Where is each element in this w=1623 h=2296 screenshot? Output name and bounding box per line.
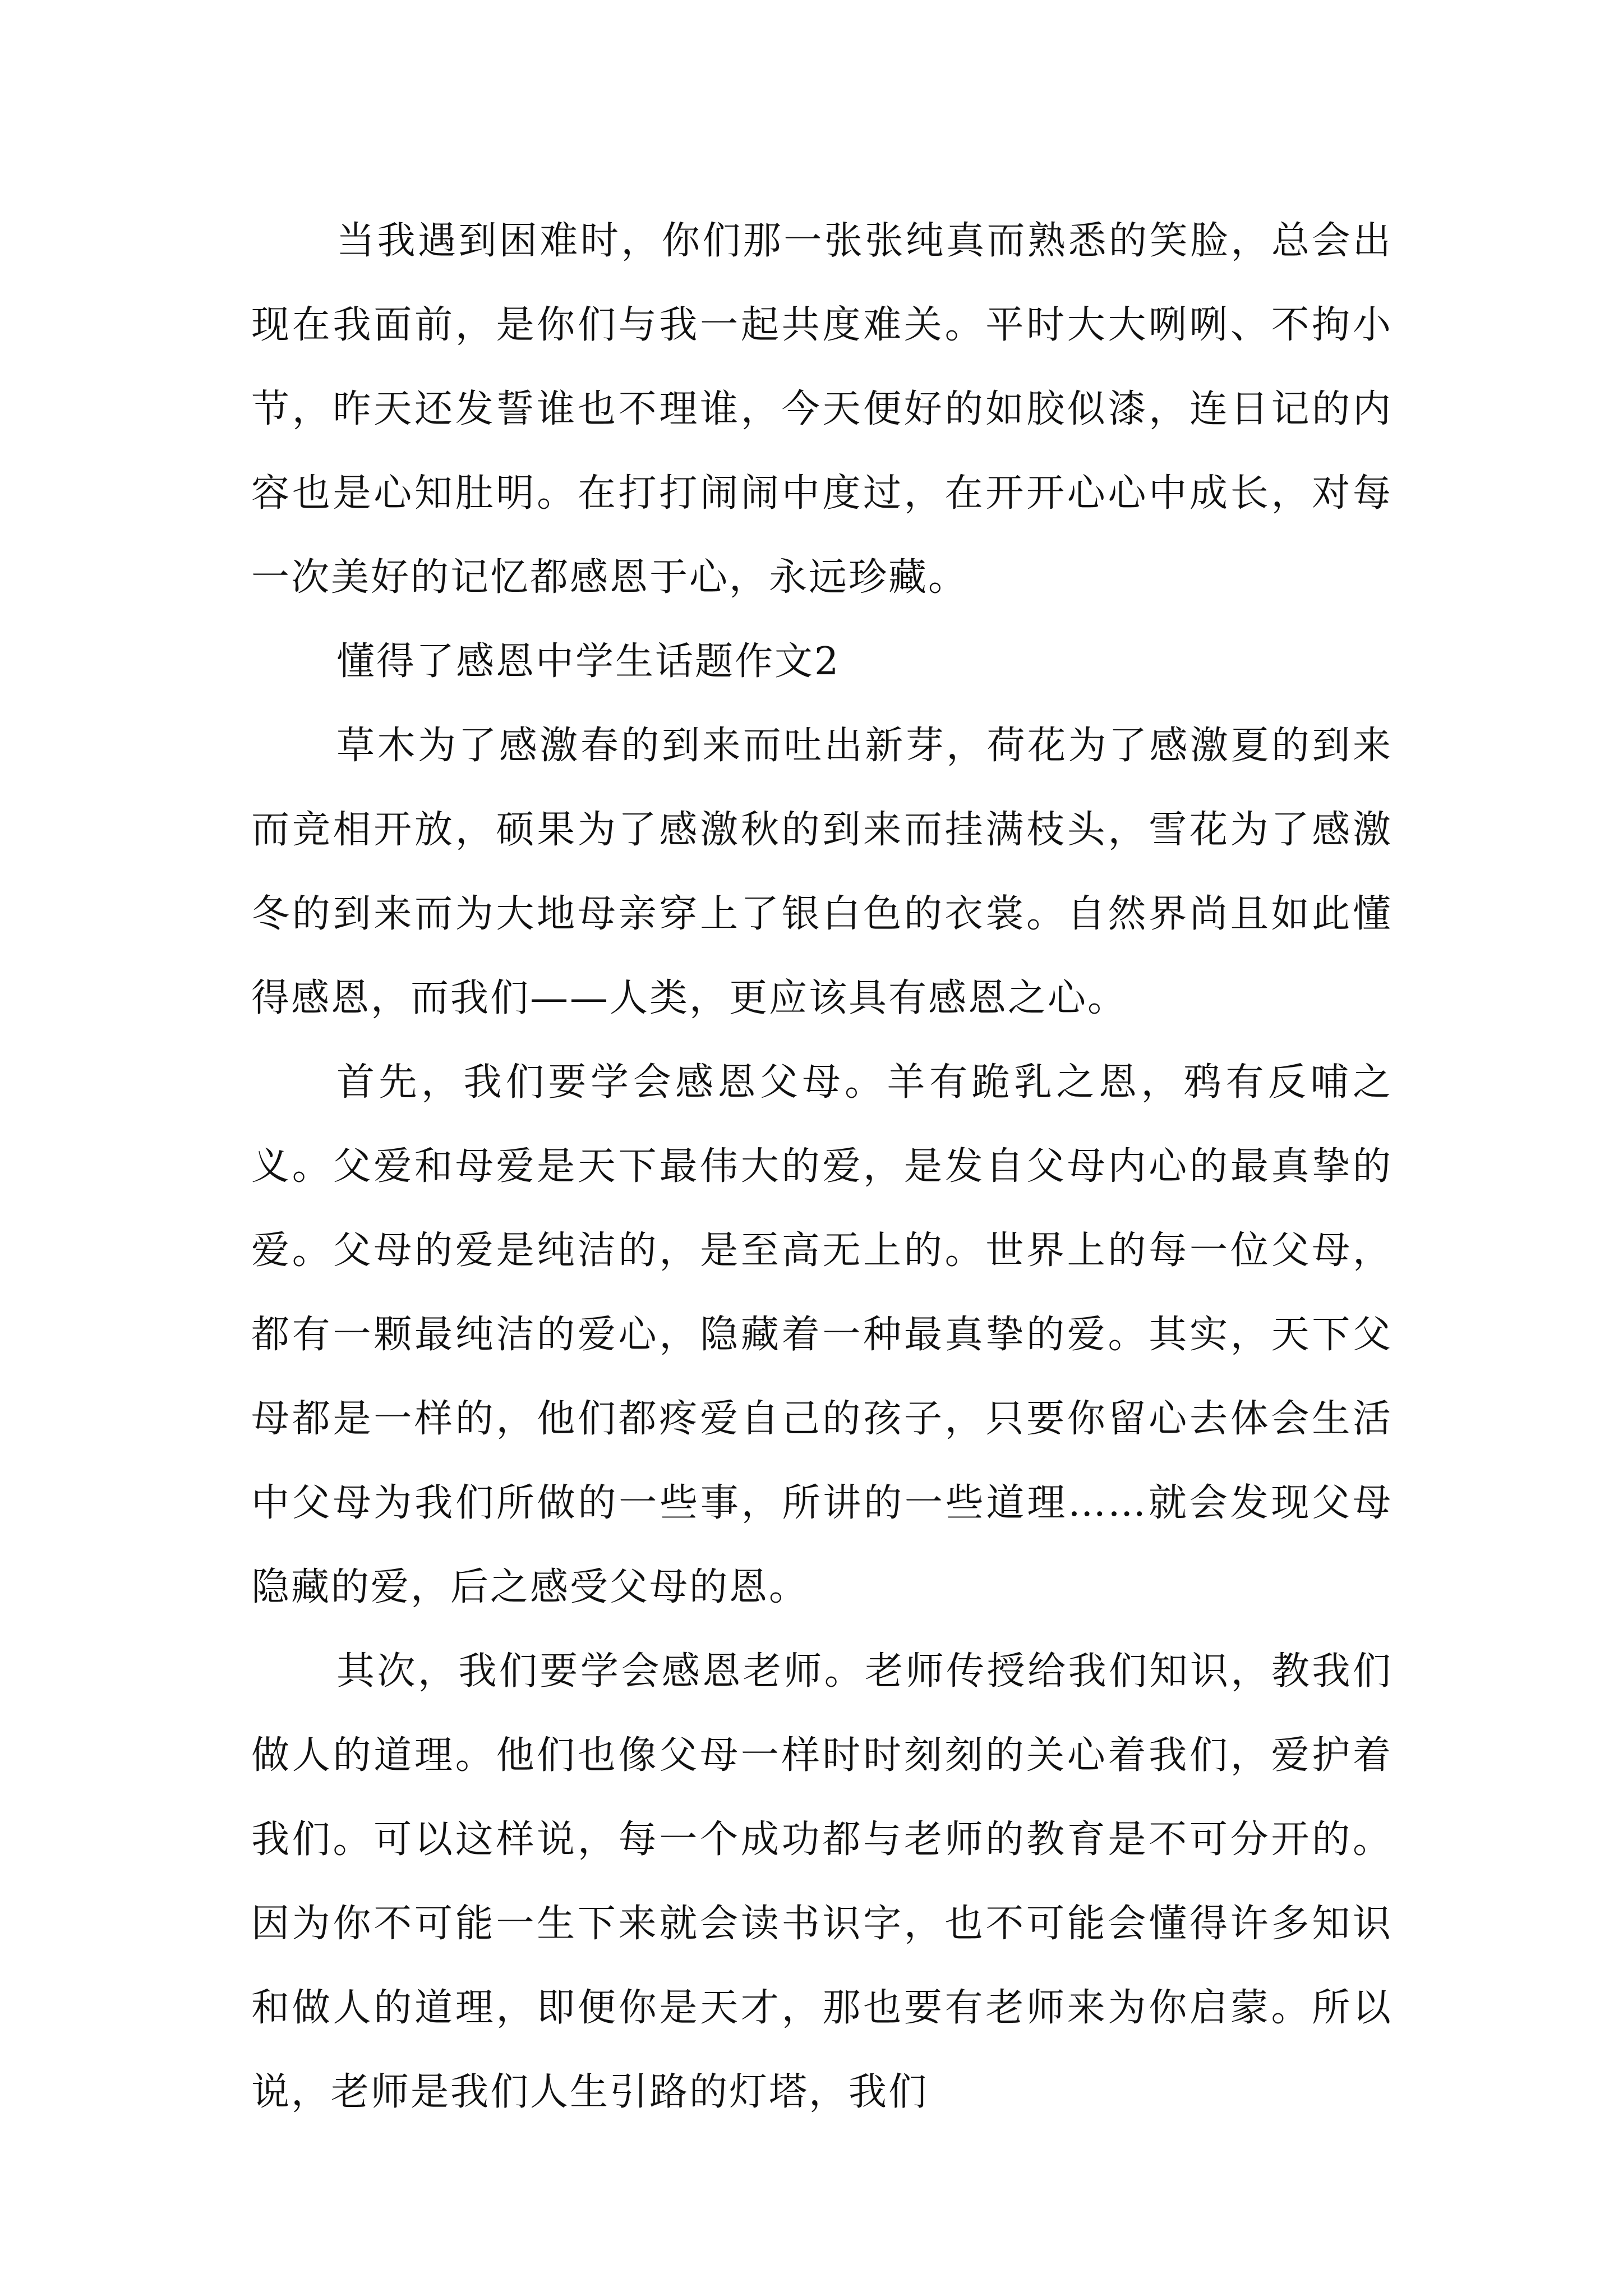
essay-heading: 懂得了感恩中学生话题作文2 <box>336 639 841 684</box>
paragraph-teachers: 其次，我们要学会感恩老师。老师传授给我们知识，教我们做人的道理。他们也像父母一样时时刻刻的关心着我们，爱护着我们。可以这样说，每一个成功都与老师的教育是不可分开的。因为你不可能一生下来就会读书识字，也不可能会懂得许多知识和做人的道理，即便你是天才，那也要有老师来为你启蒙。所以说，老师是我们人生引路的灯塔，我们 <box>251 1649 1393 2114</box>
paragraph-nature-gratitude: 草木为了感激春的到来而吐出新芽，荷花为了感激夏的到来而竞相开放，硕果为了感激秋的到来而挂满枝头，雪花为了感激冬的到来而为大地母亲穿上了银白色的衣裳。自然界尚且如此懂得感恩，而我们——人类，更应该具有感恩之心。 <box>251 724 1393 1020</box>
paragraph-friendship: 当我遇到困难时，你们那一张张纯真而熟悉的笑脸，总会出现在我面前，是你们与我一起共度难关。平时大大咧咧、不拘小节，昨天还发誓谁也不理谁，今天便好的如胶似漆，连日记的内容也是心知肚明。在打打闹闹中度过，在开开心心中成长，对每一次美好的记忆都感恩于心，永远珍藏。 <box>251 219 1393 600</box>
paragraph-parents: 首先，我们要学会感恩父母。羊有跪乳之恩，鸦有反哺之义。父爱和母爱是天下最伟大的爱，是发自父母内心的最真挚的爱。父母的爱是纯洁的，是至高无上的。世界上的每一位父母，都有一颗最纯洁的爱心，隐藏着一种最真挚的爱。其实，天下父母都是一样的，他们都疼爱自己的孩子，只要你留心去体会生活中父母为我们所做的一些事，所讲的一些道理……就会发现父母隐藏的爱，后之感受父母的恩。 <box>251 1060 1393 1609</box>
document-body <box>251 199 1393 2134</box>
